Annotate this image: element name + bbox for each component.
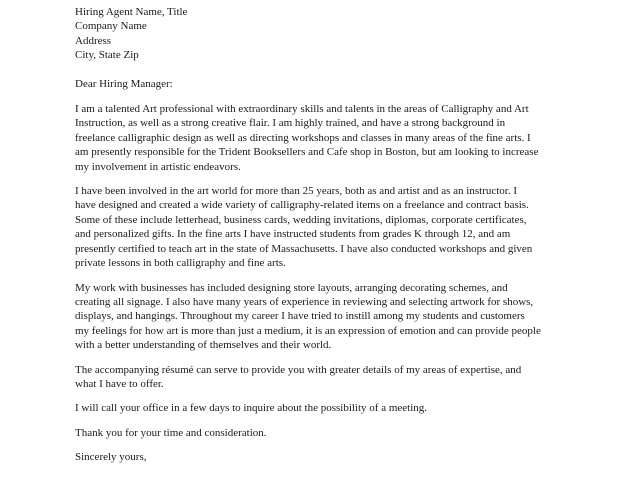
paragraph-line: my involvement in artistic endeavors.	[75, 160, 241, 173]
recipient-city-state-zip: City, State Zip	[75, 49, 139, 62]
paragraph-resume	[75, 363, 575, 392]
paragraph-intro	[75, 102, 575, 174]
recipient-address	[75, 5, 575, 63]
paragraph-line: Instruction, as well as a strong creative flair. I am highly trained, and have a strong background in	[75, 117, 506, 130]
paragraph-line: My work with businesses has included designing store layouts, arranging decorating schemes, and	[75, 281, 508, 294]
paragraph-line: creating all signage. I also have many years of experience in reviewing and selecting artwork for shows,	[75, 295, 534, 308]
paragraph-experience	[75, 184, 575, 270]
paragraph-line: what I have to offer.	[75, 377, 164, 390]
paragraph-line: displays, and hangings. Throughout my career I have tried to instill among my students and customers	[75, 310, 525, 323]
paragraph-line: with a better understanding of themselves and their world.	[75, 339, 332, 352]
paragraph-line: freelance calligraphic design as well as directing workshops and classes in many areas of the fine arts. I	[75, 131, 531, 144]
paragraph-follow-up	[75, 401, 575, 415]
salutation: Dear Hiring Manager:	[75, 77, 173, 90]
recipient-street: Address	[75, 34, 112, 47]
recipient-company: Company Name	[75, 20, 147, 33]
recipient-name-title: Hiring Agent Name, Title	[75, 6, 188, 18]
paragraph-line: The accompanying résumé can serve to provide you with greater details of my areas of expertise, and	[75, 363, 522, 376]
paragraph-line: Thank you for your time and consideration.	[75, 426, 267, 439]
paragraph-line: I am a talented Art professional with extraordinary skills and talents in the areas of Calligraphy and Art	[75, 103, 529, 116]
letter-body	[75, 102, 575, 440]
closing: Sincerely yours,	[75, 451, 147, 464]
paragraph-line: am presently responsible for the Trident Booksellers and Cafe shop in Boston, but am looking to increase	[75, 146, 539, 159]
paragraph-line: I will call your office in a few days to inquire about the possibility of a meeting.	[75, 402, 428, 415]
paragraph-business-work	[75, 281, 575, 353]
paragraph-line: my feelings for how art is more than just a medium, it is an expression of emotion and can provide people	[75, 324, 541, 337]
paragraph-line: Some of these include letterhead, business cards, wedding invitations, diplomas, corporate certificates,	[75, 213, 527, 226]
paragraph-line: private lessons in both calligraphy and fine arts.	[75, 257, 286, 270]
paragraph-line: I have been involved in the art world for more than 25 years, both as and artist and as an instructor. I	[75, 185, 518, 198]
paragraph-line: presently certified to teach art in the state of Massachusetts. I have also conducted workshops and given	[75, 242, 533, 255]
paragraph-line: have designed and created a wide variety of calligraphy-related items on a freelance and contract basis.	[75, 199, 529, 212]
paragraph-thanks	[75, 426, 575, 440]
paragraph-line: and personalized gifts. In the fine arts I have instructed students from grades K through 12, and am	[75, 228, 511, 241]
cover-letter	[75, 5, 575, 465]
